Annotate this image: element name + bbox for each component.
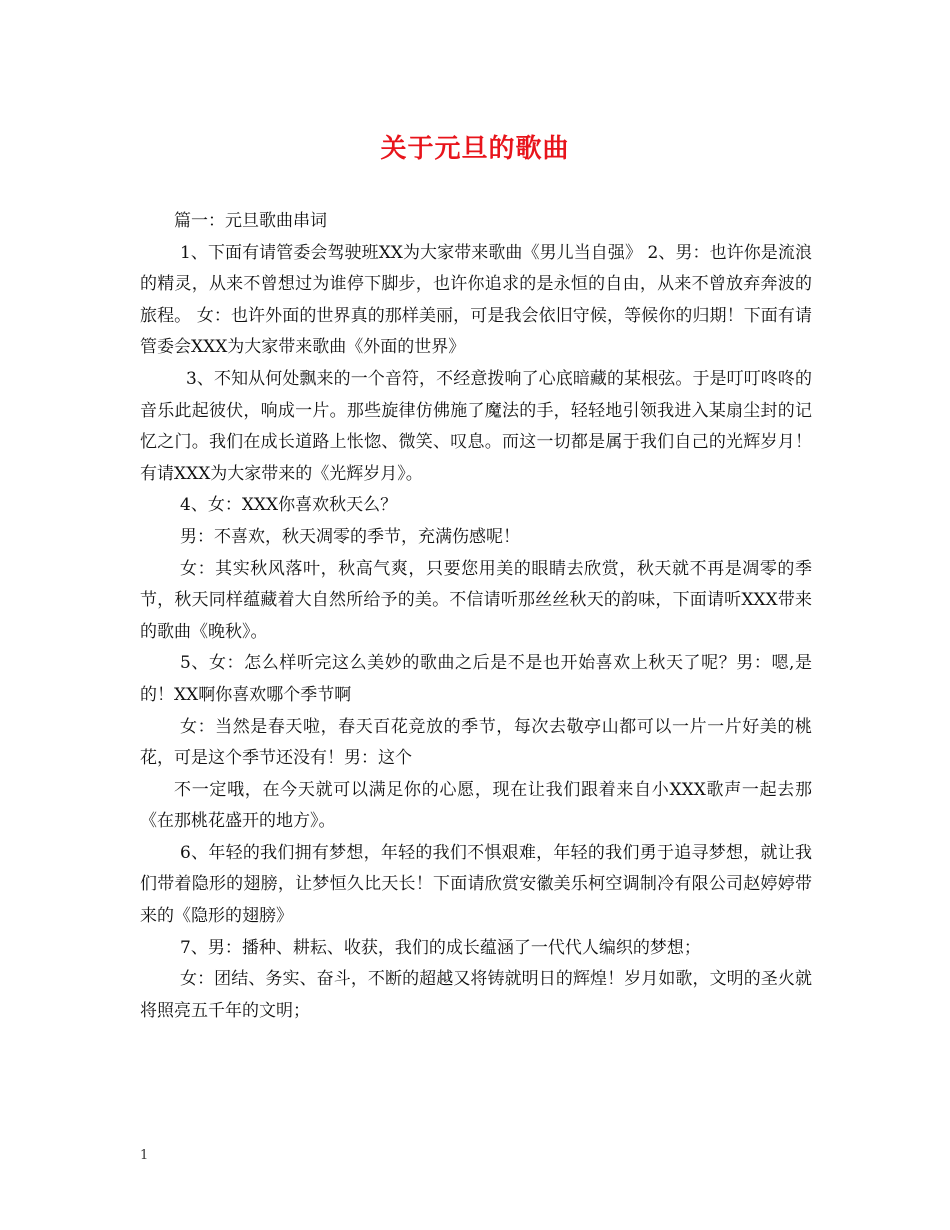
paragraph: 女：其实秋风落叶，秋高气爽，只要您用美的眼睛去欣赏，秋天就不再是凋零的季节，秋天同样蕴藏着大自然所给予的美。不信请听那丝丝秋天的韵味，下面请听XXX带来的歌曲《晚秋》。 — [140, 558, 812, 642]
paragraph: 男：不喜欢，秋天凋零的季节，充满伤感呢！ — [180, 526, 520, 547]
paragraph: 4、女：XXX你喜欢秋天么？ — [180, 495, 398, 516]
paragraph: 6、年轻的我们拥有梦想，年轻的我们不惧艰难，年轻的我们勇于追寻梦想，就让我们带着隐形的翅膀，让梦恒久比天长！下面请欣赏安徽美乐柯空调制冷有限公司赵婷婷带来的《隐形的翅膀》 — [140, 842, 812, 927]
paragraph: 7、男：播种、耕耘、收获，我们的成长蕴涵了一代代人编织的梦想； — [180, 937, 701, 958]
document-body — [140, 206, 812, 1027]
paragraph: 女：当然是春天啦，春天百花竞放的季节，每次去敬亭山都可以一片一片好美的桃花，可是这个季节还没有！男：这个 — [140, 716, 812, 769]
paragraph: 3、不知从何处飘来的一个音符，不经意拨响了心底暗藏的某根弦。于是叮叮咚咚的音乐此起彼伏，响成一片。那些旋律仿佛施了魔法的手，轻轻地引领我进入某扇尘封的记忆之门。我们在成长道路上怅惚、微笑、叹息。而这一切都是属于我们自己的光辉岁月！有请XXX为大家带来的《光辉岁月》。 — [140, 368, 812, 484]
document-title: 关于元旦的歌曲 — [380, 134, 570, 164]
paragraph: 不一定哦，在今天就可以满足你的心愿，现在让我们跟着来自小XXX歌声一起去那《在那桃花盛开的地方》。 — [140, 779, 812, 832]
paragraph: 女：团结、务实、奋斗，不断的超越又将铸就明日的辉煌！岁月如歌，文明的圣火就将照亮五千年的文明； — [140, 969, 812, 1021]
paragraph: 1、下面有请管委会驾驶班XX为大家带来歌曲《男儿当自强》 2、男：也许你是流浪的精灵，从来不曾想过为谁停下脚步，也许你追求的是永恒的自由，从来不曾放弃奔波的旅程。 女：也许外面的世界真的那样美丽，可是我会依旧守候，等候你的归期！下面有请管委会XXX为大家带来歌曲《外面的世界》 — [140, 242, 812, 358]
paragraph: 5、女：怎么样听完这么美妙的歌曲之后是不是也开始喜欢上秋天了呢？男：嗯,是的！XX啊你喜欢哪个季节啊 — [140, 653, 812, 705]
section-heading: 篇一：元旦歌曲串词 — [174, 211, 327, 231]
page-number: 1 — [140, 1148, 149, 1163]
